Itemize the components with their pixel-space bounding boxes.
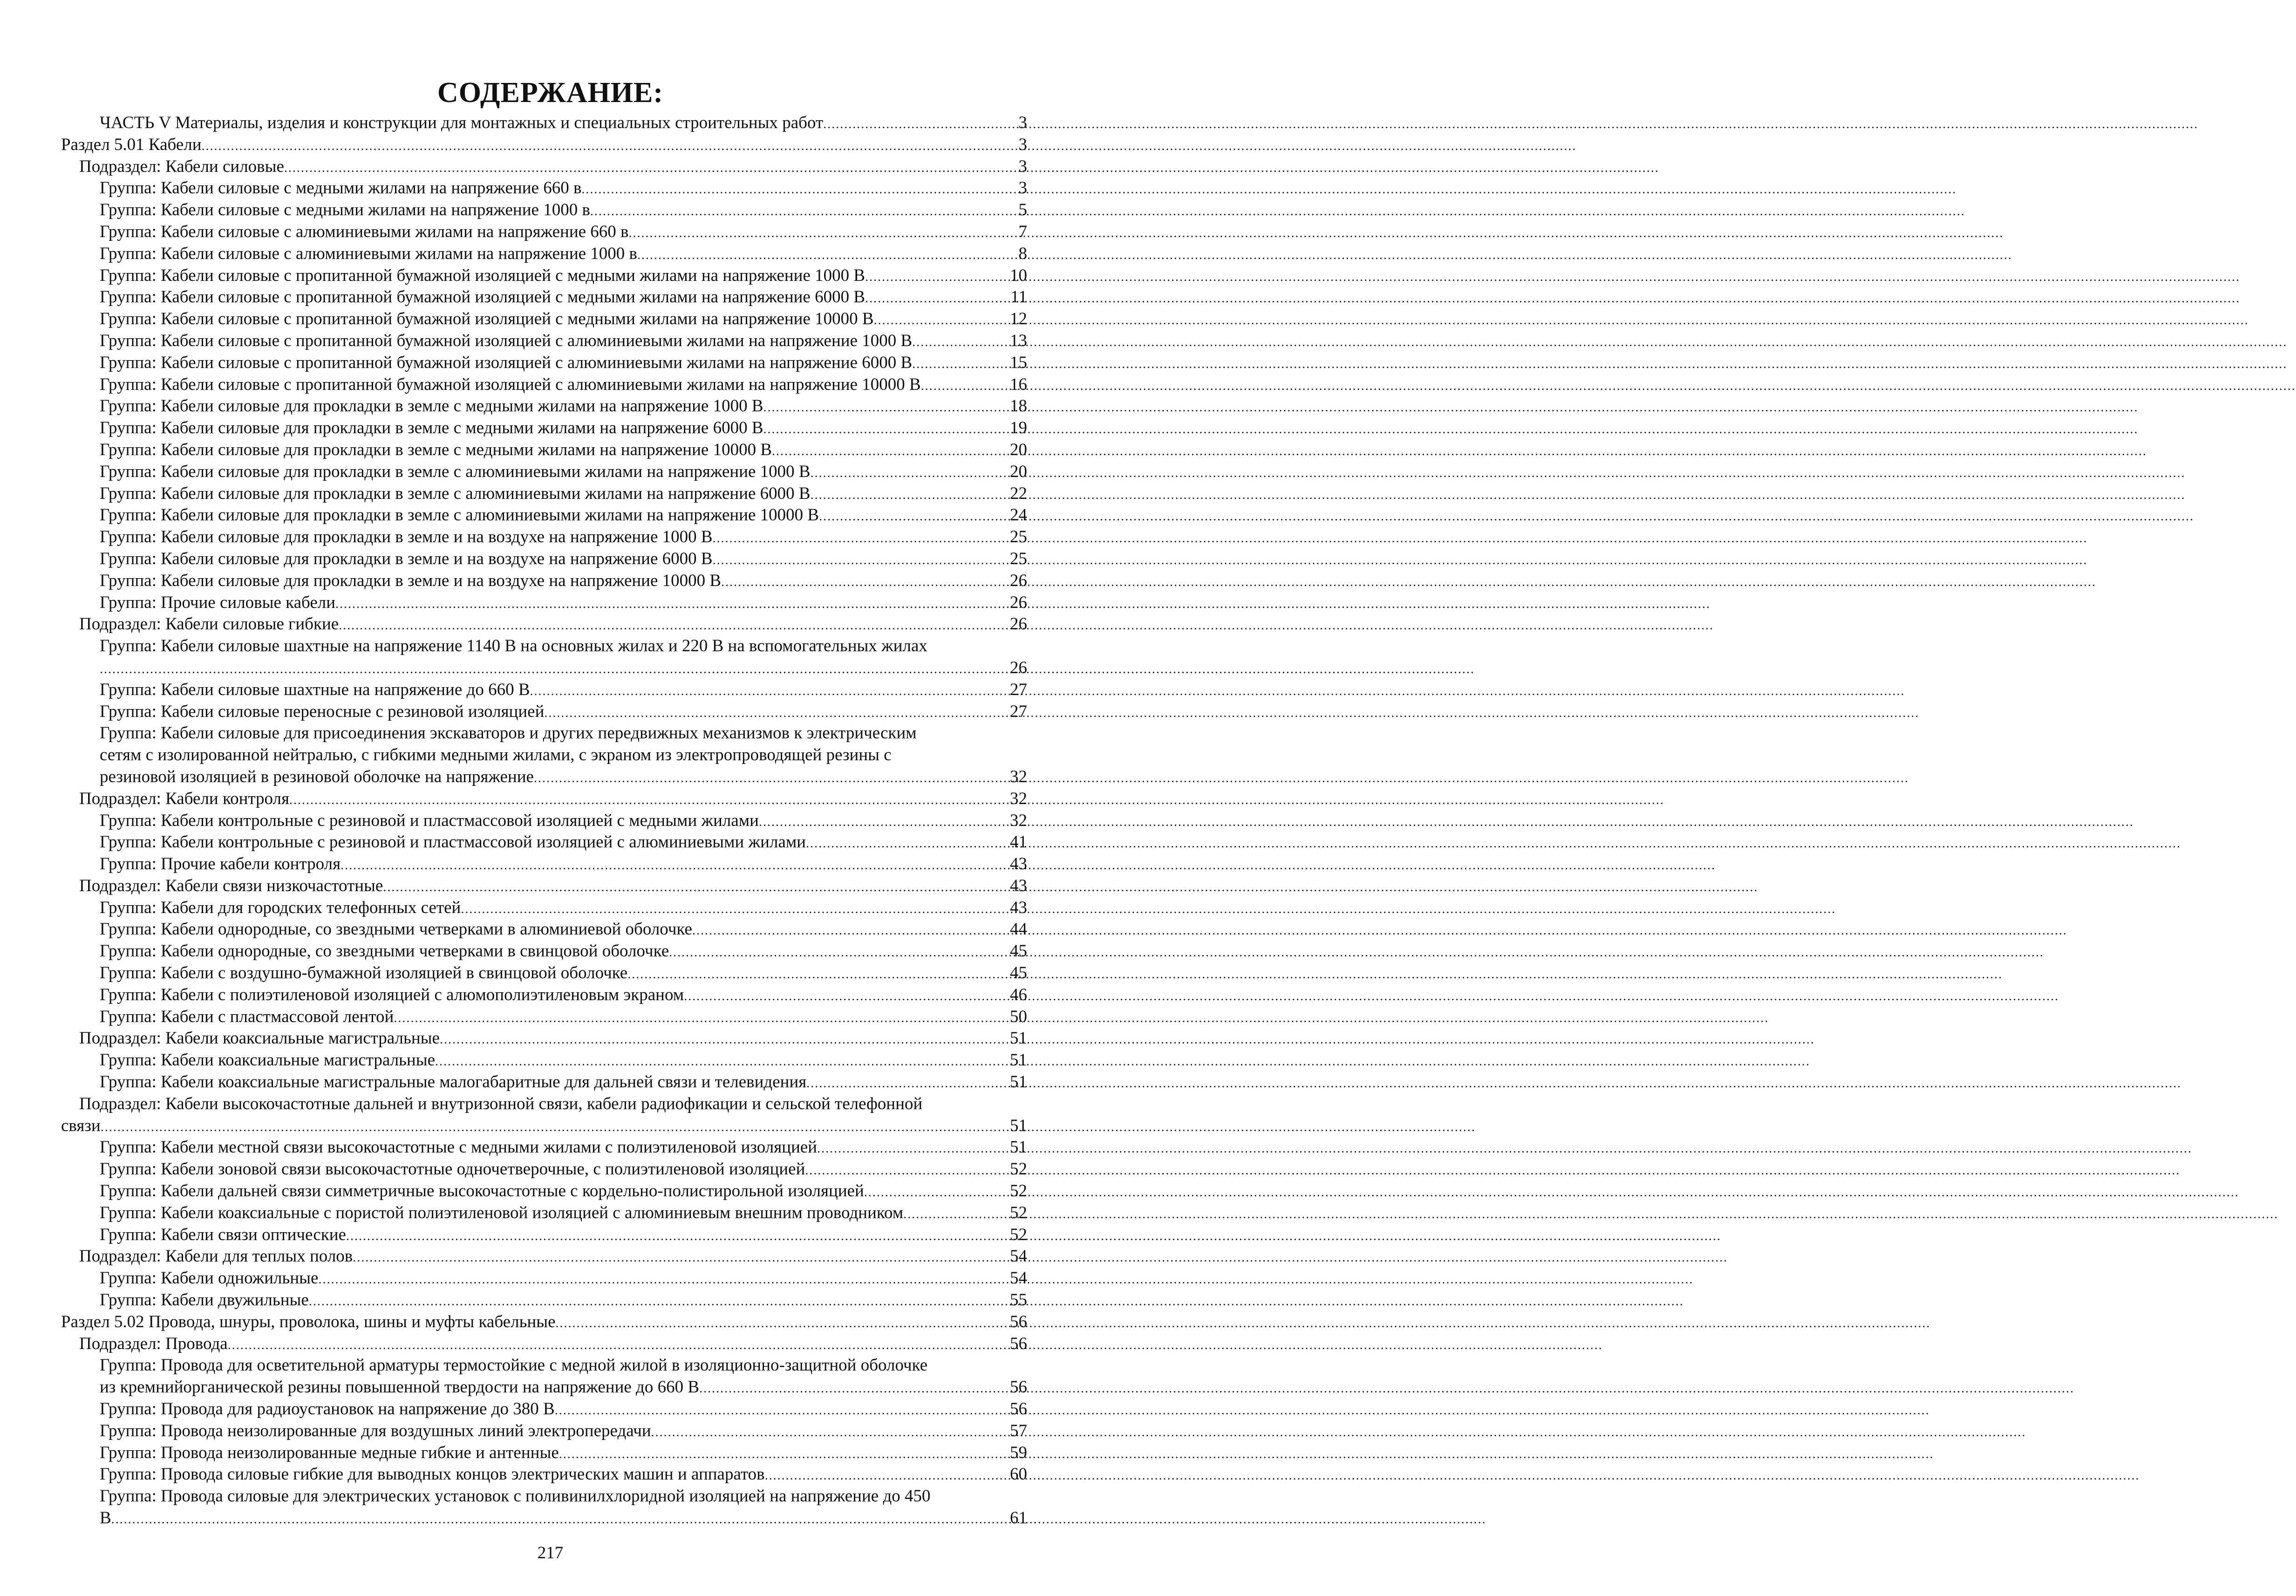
toc-entry-title: Группа: Кабели силовые с пропитанной бумажной изоляцией с медными жилами на напряжение 1000 В (100, 266, 865, 285)
toc-entry-page: 32 (1010, 789, 1027, 808)
dot-leader (817, 1138, 1008, 1160)
toc-entry-page: 50 (1010, 1007, 1027, 1026)
toc-entry-title: Группа: Кабели силовые с медными жилами на напряжение 660 в (100, 178, 582, 198)
toc-entry-title: Группа: Кабели силовые для прокладки в земле с медными жилами на напряжение 1000 В (100, 396, 763, 416)
dot-leader (530, 681, 1008, 703)
toc-entry[interactable] (0, 788, 1101, 810)
toc-entry[interactable] (0, 439, 1101, 461)
dot-leader (111, 1509, 1008, 1531)
toc-entry-page: 43 (1010, 854, 1027, 874)
toc-entry-page: 56 (1010, 1334, 1027, 1353)
dot-leader (865, 266, 1008, 288)
toc-entry-page: 8 (1018, 244, 1027, 263)
dot-leader (713, 550, 1008, 572)
toc-entry-page: 22 (1010, 484, 1027, 503)
toc-entry[interactable] (0, 614, 1101, 635)
toc-page (0, 0, 1101, 1596)
toc-entry-page: 27 (1010, 680, 1027, 699)
dot-leader (806, 1073, 1008, 1095)
toc-entry-page: 52 (1010, 1181, 1027, 1201)
toc-entry-title: Группа: Кабели зоновой связи высокочастотные одночетверочные, с полиэтиленовой изоляцией (100, 1159, 805, 1179)
toc-entry-page: 55 (1010, 1290, 1027, 1310)
toc-entry-title-line: Группа: Провода силовые для электрических установок с поливинилхлоридной изоляцией на напряжение до 450 (100, 1487, 931, 1506)
toc-entry[interactable] (0, 526, 1101, 548)
dot-leader (341, 855, 1008, 877)
toc-entry[interactable] (0, 962, 1101, 984)
dot-leader (309, 1291, 1008, 1313)
dot-leader (394, 1008, 1008, 1030)
toc-entry-title: Группа: Кабели силовые для прокладки в земле с алюминиевыми жилами на напряжение 10000 В (100, 505, 819, 525)
dot-leader (383, 877, 1008, 899)
toc-entry-title: Группа: Кабели для городских телефонных сетей (100, 898, 461, 917)
toc-entry[interactable] (0, 570, 1101, 592)
dot-leader (228, 1335, 1008, 1357)
toc-entry-page: 3 (1018, 157, 1027, 176)
dot-leader (806, 833, 1008, 855)
toc-entry[interactable] (0, 1028, 1101, 1050)
toc-entry-title: Группа: Кабели силовые с пропитанной бумажной изоляцией с алюминиевыми жилами на напряжение 10000 В (100, 375, 921, 394)
dot-leader (823, 114, 1016, 136)
dot-leader (874, 310, 1008, 332)
toc-entry[interactable] (0, 592, 1101, 614)
toc-entry[interactable] (0, 897, 1101, 919)
toc-entry-title: Группа: Провода неизолированные для воздушных линий электропередачи (100, 1421, 651, 1440)
dot-leader (805, 1160, 1008, 1182)
dot-leader (318, 1269, 1008, 1291)
toc-entry-title: из кремнийорганической резины повышенной твердости на напряжение до 660 В (100, 1378, 700, 1397)
toc-entry-page: 43 (1010, 898, 1027, 917)
toc-entry-page: 56 (1010, 1312, 1027, 1331)
toc-entry-page: 51 (1010, 1029, 1027, 1048)
toc-entry-page: 3 (1018, 113, 1027, 132)
toc-entry[interactable] (0, 352, 1101, 374)
toc-entry-title: Подраздел: Провода (79, 1334, 228, 1353)
toc-entry-page: 45 (1010, 963, 1027, 983)
toc-entry-title: Группа: Кабели дальней связи симметричные высокочастотные с кордельно-полистирольной изоляцией (100, 1181, 864, 1201)
toc-entry[interactable] (0, 265, 1101, 287)
toc-entry[interactable] (0, 112, 1101, 134)
toc-entry[interactable] (0, 635, 1101, 679)
toc-entry[interactable] (0, 330, 1101, 352)
toc-entry[interactable] (0, 1202, 1101, 1224)
toc-entry[interactable] (0, 548, 1101, 570)
toc-entry-page: 57 (1010, 1421, 1027, 1440)
toc-entry-page: 44 (1010, 920, 1027, 939)
toc-entry-title: Группа: Кабели местной связи высокочастотные с медными жилами с полиэтиленовой изоляцией (100, 1138, 818, 1157)
toc-entry-page: 52 (1010, 1225, 1027, 1244)
toc-entry[interactable] (0, 810, 1101, 832)
toc-entry[interactable] (0, 156, 1101, 178)
toc-entry-page: 52 (1010, 1159, 1027, 1179)
table-of-contents (0, 112, 1101, 1529)
dot-leader (590, 201, 1017, 223)
toc-entry-title-line: Группа: Провода для осветительной арматуры термостойкие с медной жилой в изоляционно-защитной оболочке (100, 1356, 928, 1375)
dot-leader (637, 245, 1016, 266)
toc-entry-title: Группа: Кабели силовые для прокладки в земле и на воздухе на напряжение 1000 В (100, 527, 713, 547)
toc-entry-page: 26 (1010, 593, 1027, 612)
dot-leader (629, 223, 1017, 245)
toc-entry[interactable] (0, 1311, 1101, 1333)
toc-entry[interactable] (0, 243, 1101, 265)
toc-entry-page: 13 (1010, 331, 1027, 350)
dot-leader (581, 179, 1016, 201)
toc-entry-page: 51 (1010, 1050, 1027, 1070)
toc-entry-title: Группа: Кабели контрольные с резиновой и пластмассовой изоляцией с медными жилами (100, 811, 759, 830)
toc-entry[interactable] (0, 177, 1101, 199)
dot-leader (101, 1117, 1008, 1139)
toc-entry[interactable] (0, 679, 1101, 701)
dot-leader (819, 506, 1008, 528)
toc-entry-page: 56 (1010, 1378, 1027, 1397)
toc-entry-page: 51 (1010, 1116, 1027, 1135)
toc-entry[interactable] (0, 1137, 1101, 1159)
toc-entry-title: Группа: Кабели однородные, со звездными четверками в алюминиевой оболочке (100, 920, 692, 939)
toc-entry[interactable] (0, 221, 1101, 243)
toc-entry-page: 60 (1010, 1465, 1027, 1484)
dot-leader (100, 659, 1008, 681)
toc-entry-title: Группа: Кабели силовые с алюминиевыми жилами на напряжение 660 в (100, 222, 629, 241)
toc-entry-title: Раздел 5.02 Провода, шнуры, проволока, шины и муфты кабельные (61, 1312, 556, 1331)
toc-entry-title: ЧАСТЬ V Материалы, изделия и конструкции для монтажных и специальных строительных работ (100, 113, 824, 132)
dot-leader (759, 812, 1008, 833)
toc-entry-title: Подраздел: Кабели для теплых полов (79, 1247, 353, 1266)
dot-leader (763, 419, 1008, 441)
toc-entry-page: 43 (1010, 876, 1027, 895)
toc-entry-page: 16 (1010, 375, 1027, 394)
toc-entry-title: Группа: Провода неизолированные медные гибкие и антенные (100, 1443, 559, 1462)
dot-leader (461, 899, 1008, 921)
toc-entry[interactable] (0, 853, 1101, 875)
toc-entry-title: Подраздел: Кабели силовые (79, 157, 284, 176)
toc-entry[interactable] (0, 919, 1101, 941)
toc-entry[interactable] (0, 1006, 1101, 1028)
toc-entry-title-line: сетям с изолированной нейтралью, с гибкими медными жилами, с экраном из электропроводящей резины с (100, 745, 892, 765)
dot-leader (435, 1051, 1008, 1073)
dot-leader (284, 157, 1017, 179)
toc-entry-page: 15 (1010, 353, 1027, 372)
toc-entry-title: Группа: Кабели связи оптические (100, 1225, 346, 1244)
page-title: СОДЕРЖАНИЕ: (437, 77, 664, 109)
toc-entry-page: 24 (1010, 505, 1027, 525)
dot-leader (651, 1422, 1008, 1444)
toc-entry-page: 25 (1010, 549, 1027, 568)
toc-entry-title: Группа: Кабели двужильные (100, 1290, 309, 1310)
dot-leader (811, 463, 1008, 484)
dot-leader (912, 354, 1008, 375)
dot-leader (339, 615, 1008, 637)
dot-leader (353, 1247, 1008, 1269)
toc-entry-page: 26 (1010, 658, 1027, 677)
toc-entry-title: связи (61, 1116, 101, 1135)
toc-entry[interactable] (0, 941, 1101, 962)
dot-leader (903, 1204, 1008, 1226)
dot-leader (559, 1444, 1008, 1466)
toc-entry[interactable] (0, 1180, 1101, 1202)
dot-leader (692, 920, 1008, 942)
toc-entry-title: В (100, 1508, 111, 1528)
toc-entry-page: 51 (1010, 1138, 1027, 1157)
toc-entry[interactable] (0, 701, 1101, 723)
dot-leader (684, 986, 1008, 1008)
page-number: 217 (537, 1543, 564, 1562)
toc-entry[interactable] (0, 374, 1101, 396)
dot-leader (289, 790, 1008, 812)
toc-entry-page: 10 (1010, 266, 1027, 285)
toc-entry-page: 51 (1010, 1072, 1027, 1092)
toc-entry[interactable] (0, 483, 1101, 505)
toc-entry[interactable] (0, 1486, 1101, 1529)
toc-entry-title-line: Группа: Кабели силовые для присоединения экскаваторов и других передвижных механизмов к электрическим (100, 723, 917, 743)
dot-leader (534, 768, 1008, 790)
dot-leader (627, 964, 1008, 986)
toc-entry[interactable] (0, 1071, 1101, 1093)
toc-entry-title: Группа: Кабели силовые с медными жилами на напряжение 1000 в (100, 200, 590, 220)
dot-leader (556, 1313, 1008, 1335)
toc-entry[interactable] (0, 461, 1101, 483)
toc-entry-page: 59 (1010, 1443, 1027, 1462)
toc-entry-page: 20 (1010, 440, 1027, 459)
toc-entry[interactable] (0, 1442, 1101, 1464)
toc-entry[interactable] (0, 1224, 1101, 1246)
toc-entry-page: 25 (1010, 527, 1027, 547)
toc-entry-title: Группа: Провода для радиоустановок на напряжение до 380 В (100, 1399, 555, 1419)
toc-entry-title-line: Группа: Кабели силовые шахтные на напряжение 1140 В на основных жилах и 220 В на вспомогательных жилах (100, 636, 927, 656)
dot-leader (699, 1378, 1008, 1400)
toc-entry[interactable] (0, 1464, 1101, 1486)
toc-entry-title: Группа: Кабели коаксиальные магистральные (100, 1050, 436, 1070)
toc-entry-title: Группа: Кабели силовые с пропитанной бумажной изоляцией с алюминиевыми жилами на напряжение 1000 В (100, 331, 913, 350)
toc-entry-page: 26 (1010, 614, 1027, 634)
toc-entry-title: Подраздел: Кабели силовые гибкие (79, 614, 339, 634)
dot-leader (811, 484, 1008, 506)
toc-entry-title: Группа: Кабели с полиэтиленовой изоляцией с алюмополиэтиленовым экраном (100, 985, 684, 1004)
toc-entry-page: 26 (1010, 571, 1027, 590)
toc-entry-page: 11 (1010, 287, 1027, 307)
toc-entry-page: 46 (1010, 985, 1027, 1004)
toc-entry-title: Подраздел: Кабели коаксиальные магистральные (79, 1029, 440, 1048)
toc-entry-page: 18 (1010, 396, 1027, 416)
toc-entry-page: 20 (1010, 462, 1027, 481)
toc-entry[interactable] (0, 723, 1101, 788)
toc-entry-page: 52 (1010, 1203, 1027, 1222)
toc-entry[interactable] (0, 832, 1101, 853)
dot-leader (765, 1465, 1008, 1487)
dot-leader (763, 397, 1008, 419)
toc-entry[interactable] (0, 1420, 1101, 1442)
toc-entry-page: 7 (1018, 222, 1027, 241)
toc-entry[interactable] (0, 286, 1101, 308)
toc-entry-title: Группа: Кабели коаксиальные магистральные малогабаритные для дальней связи и телевидения (100, 1072, 807, 1092)
toc-entry[interactable] (0, 396, 1101, 417)
toc-entry-title: Группа: Кабели с воздушно-бумажной изоляцией в свинцовой оболочке (100, 963, 628, 983)
toc-entry-title: Группа: Прочие силовые кабели (100, 593, 336, 612)
toc-entry-title: Группа: Кабели с пластмассовой лентой (100, 1007, 394, 1026)
toc-entry-title: Подраздел: Кабели связи низкочастотные (79, 876, 383, 895)
toc-entry-title: Группа: Кабели силовые для прокладки в земле и на воздухе на напряжение 6000 В (100, 549, 713, 568)
dot-leader (202, 136, 1017, 157)
dot-leader (669, 942, 1008, 964)
toc-entry-title: Группа: Кабели одножильные (100, 1269, 319, 1288)
toc-entry-title: Подраздел: Кабели контроля (79, 789, 289, 808)
dot-leader (912, 332, 1008, 354)
toc-entry[interactable] (0, 199, 1101, 221)
toc-entry[interactable] (0, 1050, 1101, 1071)
toc-entry-page: 54 (1010, 1269, 1027, 1288)
toc-entry-page: 12 (1010, 309, 1027, 329)
toc-entry-title: Группа: Кабели коаксиальные с пористой полиэтиленовой изоляцией с алюминиевым внешним проводником (100, 1203, 904, 1222)
toc-entry-title: Группа: Кабели силовые шахтные на напряжение до 660 В (100, 680, 530, 699)
toc-entry-title: Группа: Кабели силовые с пропитанной бумажной изоляцией с алюминиевыми жилами на напряжение 6000 В (100, 353, 913, 372)
toc-entry[interactable] (0, 875, 1101, 897)
dot-leader (921, 375, 1008, 397)
toc-entry[interactable] (0, 1355, 1101, 1398)
dot-leader (865, 288, 1008, 310)
toc-entry-title: Группа: Кабели силовые с пропитанной бумажной изоляцией с медными жилами на напряжение 6000 В (100, 287, 865, 307)
dot-leader (555, 1400, 1008, 1422)
dot-leader (346, 1226, 1008, 1248)
toc-entry-title-line: Подраздел: Кабели высокочастотные дальней и внутризонной связи, кабели радиофикации и сельской телефонной (79, 1094, 923, 1113)
dot-leader (713, 528, 1008, 550)
toc-entry[interactable] (0, 308, 1101, 330)
toc-entry[interactable] (0, 1289, 1101, 1311)
dot-leader (335, 593, 1008, 615)
dot-leader (772, 441, 1008, 463)
toc-entry-title: Группа: Кабели силовые для прокладки в земле с алюминиевыми жилами на напряжение 1000 В (100, 462, 811, 481)
toc-entry-page: 56 (1010, 1399, 1027, 1419)
toc-entry[interactable] (0, 134, 1101, 156)
toc-entry-page: 27 (1010, 702, 1027, 721)
toc-entry-title: Раздел 5.01 Кабели (61, 135, 202, 154)
toc-entry[interactable] (0, 1093, 1101, 1137)
toc-entry-page: 5 (1018, 200, 1027, 220)
dot-leader (440, 1029, 1008, 1051)
toc-entry-title: Группа: Кабели контрольные с резиновой и пластмассовой изоляцией с алюминиевыми жилами (100, 832, 806, 852)
toc-entry-title: Группа: Кабели силовые переносные с резиновой изоляцией (100, 702, 545, 721)
toc-entry-title: резиновой изоляцией в резиновой оболочке на напряжение (100, 767, 534, 786)
toc-entry-page: 45 (1010, 941, 1027, 961)
toc-entry-page: 32 (1010, 811, 1027, 830)
toc-entry[interactable] (0, 1333, 1101, 1355)
toc-entry-title: Группа: Кабели силовые для прокладки в земле с медными жилами на напряжение 6000 В (100, 418, 763, 438)
toc-entry-title: Группа: Кабели силовые с алюминиевыми жилами на напряжение 1000 в (100, 244, 638, 263)
toc-entry-title: Группа: Кабели однородные, со звездными четверками в свинцовой оболочке (100, 941, 669, 961)
toc-entry-page: 3 (1018, 178, 1027, 198)
toc-entry-title: Группа: Провода силовые гибкие для выводных концов электрических машин и аппаратов (100, 1465, 765, 1484)
toc-entry[interactable] (0, 1246, 1101, 1268)
dot-leader (544, 703, 1008, 724)
dot-leader (721, 572, 1008, 593)
toc-entry-page: 54 (1010, 1247, 1027, 1266)
toc-entry[interactable] (0, 1398, 1101, 1420)
toc-entry-title: Группа: Прочие кабели контроля (100, 854, 341, 874)
toc-entry[interactable] (0, 984, 1101, 1006)
dot-leader (864, 1182, 1008, 1204)
toc-entry-title: Группа: Кабели силовые для прокладки в земле с медными жилами на напряжение 10000 В (100, 440, 772, 459)
toc-entry[interactable] (0, 1159, 1101, 1180)
toc-entry-page: 41 (1010, 832, 1027, 852)
toc-entry[interactable] (0, 505, 1101, 526)
toc-entry-title: Группа: Кабели силовые с пропитанной бумажной изоляцией с медными жилами на напряжение 10000 В (100, 309, 874, 329)
toc-entry-page: 3 (1018, 135, 1027, 154)
toc-entry-title: Группа: Кабели силовые для прокладки в земле с алюминиевыми жилами на напряжение 6000 В (100, 484, 811, 503)
toc-entry-title: Группа: Кабели силовые для прокладки в земле и на воздухе на напряжение 10000 В (100, 571, 722, 590)
toc-entry-page: 61 (1010, 1508, 1027, 1528)
toc-entry[interactable] (0, 417, 1101, 439)
toc-entry-page: 32 (1010, 767, 1027, 786)
toc-entry-page: 19 (1010, 418, 1027, 438)
toc-entry[interactable] (0, 1268, 1101, 1289)
